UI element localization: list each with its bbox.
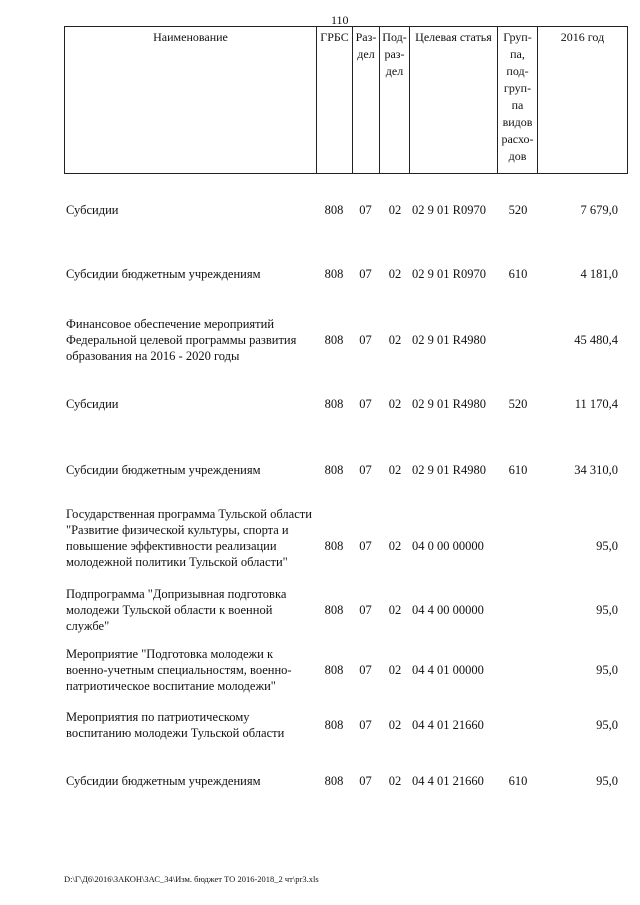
row-grbs: 808 (324, 539, 344, 553)
row-podrazdel: 02 (388, 663, 402, 677)
header-group: Груп-па, под-груп-па видов расхо-дов (498, 27, 538, 174)
row-podrazdel: 02 (388, 267, 402, 281)
row-name: Субсидии бюджетным учреждениям (66, 267, 261, 281)
row-razdel: 07 (359, 774, 372, 788)
row-group: 610 (508, 774, 528, 788)
row-razdel: 07 (359, 718, 372, 732)
row-podrazdel: 02 (388, 203, 402, 217)
row-value: 34 310,0 (574, 463, 618, 477)
row-name: Финансовое обеспечение мероприятий Федеральной целевой программы развития образования на 2016 - 2020 годы (66, 317, 297, 363)
row-grbs: 808 (324, 333, 344, 347)
row-value: 45 480,4 (574, 333, 618, 347)
row-razdel: 07 (359, 333, 372, 347)
row-name: Субсидии (66, 397, 119, 411)
row-group: 610 (508, 267, 528, 281)
row-podrazdel: 02 (388, 774, 402, 788)
row-value: 95,0 (596, 663, 618, 677)
row-podrazdel: 02 (388, 603, 402, 617)
row-razdel: 07 (359, 663, 372, 677)
row-target: 02 9 01 R0970 (412, 203, 486, 217)
header-target: Целевая статья (410, 27, 498, 174)
row-razdel: 07 (359, 603, 372, 617)
row-value: 95,0 (596, 539, 618, 553)
row-group: 610 (508, 463, 528, 477)
row-target: 04 4 01 21660 (412, 718, 484, 732)
header-razdel: Раз-дел (353, 27, 380, 174)
row-name: Мероприятия по патриотическому воспитанию молодежи Тульской области (66, 710, 285, 740)
row-grbs: 808 (324, 463, 344, 477)
row-name: Субсидии (66, 203, 119, 217)
row-name: Государственная программа Тульской области "Развитие физической культуры, спорта и повышение эффективности реализации молодежной политики Тульской области" (66, 507, 312, 569)
row-value: 95,0 (596, 718, 618, 732)
row-target: 02 9 01 R4980 (412, 397, 486, 411)
row-razdel: 07 (359, 203, 372, 217)
row-razdel: 07 (359, 463, 372, 477)
row-grbs: 808 (324, 397, 344, 411)
row-podrazdel: 02 (388, 463, 402, 477)
row-grbs: 808 (324, 718, 344, 732)
row-group: 520 (508, 203, 528, 217)
row-target: 04 4 00 00000 (412, 603, 484, 617)
row-razdel: 07 (359, 267, 372, 281)
row-value: 4 181,0 (580, 267, 618, 281)
row-group: 520 (508, 397, 528, 411)
file-path-footer: D:\Г\Д6\2016\ЗАКОН\ЗАС_34\Изм. бюджет ТО 2016-2018_2 чт\pr3.xls (64, 874, 319, 884)
row-target: 04 4 01 00000 (412, 663, 484, 677)
row-grbs: 808 (324, 663, 344, 677)
row-target: 02 9 01 R4980 (412, 463, 486, 477)
row-target: 04 0 00 00000 (412, 539, 484, 553)
row-value: 95,0 (596, 774, 618, 788)
header-podrazdel: Под-раз-дел (380, 27, 410, 174)
row-grbs: 808 (324, 603, 344, 617)
header-name: Наименование (65, 27, 317, 174)
header-grbs: ГРБС (317, 27, 353, 174)
row-razdel: 07 (359, 539, 372, 553)
row-podrazdel: 02 (388, 539, 402, 553)
row-podrazdel: 02 (388, 397, 402, 411)
row-razdel: 07 (359, 397, 372, 411)
header-year: 2016 год (538, 27, 628, 174)
row-podrazdel: 02 (388, 718, 402, 732)
row-target: 02 9 01 R4980 (412, 333, 486, 347)
row-grbs: 808 (324, 774, 344, 788)
row-podrazdel: 02 (388, 333, 402, 347)
row-value: 11 170,4 (574, 397, 618, 411)
row-value: 7 679,0 (580, 203, 618, 217)
row-grbs: 808 (324, 203, 344, 217)
row-target: 02 9 01 R0970 (412, 267, 486, 281)
table-header (64, 26, 628, 174)
row-grbs: 808 (324, 267, 344, 281)
row-value: 95,0 (596, 603, 618, 617)
row-name: Субсидии бюджетным учреждениям (66, 463, 261, 477)
row-name: Субсидии бюджетным учреждениям (66, 774, 261, 788)
row-name: Мероприятие "Подготовка молодежи к военно-учетным специальностям, военно-патриотическое воспитание молодежи" (66, 647, 292, 693)
row-name: Подпрограмма "Допризывная подготовка молодежи Тульской области к военной службе" (66, 587, 287, 633)
page-number: 110 (331, 13, 349, 27)
row-target: 04 4 01 21660 (412, 774, 484, 788)
